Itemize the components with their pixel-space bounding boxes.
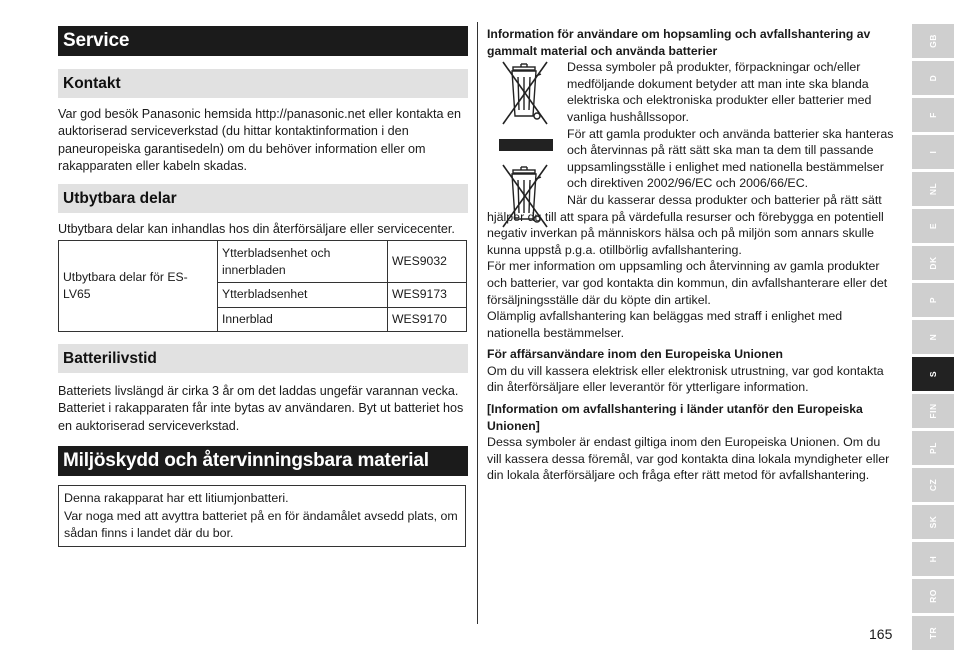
language-tab-label: TR <box>928 626 938 640</box>
language-tab-s[interactable] <box>912 357 954 391</box>
environment-heading: Miljöskydd och återvinningsbara material <box>58 446 468 476</box>
weee-para-1: Dessa symboler på produkter, förpackningar och/eller medföljande dokument betyder att man inte ska blanda elektriska och elektroniska produkter eller batterier med vanliga hushållssopor. <box>567 60 872 124</box>
weee-para-2: För att gamla produkter och använda batterier ska hanteras och återvinnas på rätt sätt ska man ta dem till passande uppsamlingsställe i enlighet med nationella bestämmelser och direktiven 2002/96/EC och 2006/66/EC. <box>567 126 894 191</box>
language-tab-sk[interactable] <box>912 505 954 539</box>
non-eu-heading: [Information om avfallshantering i länder utanför den Europeiska Unionen] <box>487 402 863 433</box>
part-code: WES9170 <box>388 307 467 331</box>
bin-underline-bar <box>499 139 553 151</box>
part-item: Ytterbladsenhet <box>218 283 388 307</box>
battery-text: Batteriets livslängd är cirka 3 år om det laddas ungefär varannan vecka. Batteriet i rakapparaten får inte bytas av användaren. Byt ut batteriet hos en auktoriserad serviceverkstad. <box>58 384 464 433</box>
language-tab-label: E <box>928 222 938 230</box>
language-tab-tr[interactable] <box>912 616 954 650</box>
language-tab-label: RO <box>928 589 938 603</box>
kontakt-text: Var god besök Panasonic hemsida http://panasonic.net eller kontakta en auktoriserad serviceverkstad (du hittar kontaktinformation i den paneuropeiska garantisedeln) om du behöver information eller om rakapparaten eller kabeln skadas. <box>58 107 462 174</box>
language-tab-dk[interactable] <box>912 246 954 280</box>
language-tabs <box>912 24 954 653</box>
language-tab-label: S <box>928 370 938 378</box>
parts-table <box>58 240 467 332</box>
weee-para-3: När du kasserar dessa produkter och batterier på rätt sätt hjälper du till att spara på värdefulla resurser och förebygga en potentiell negativ inverkan på människors hälsa och på miljön som annars skulle kunna uppstå p.g.a. otillbörlig avfallshantering. <box>487 192 884 257</box>
parts-heading: Utbytbara delar <box>58 184 468 213</box>
environment-box <box>58 485 466 547</box>
language-tab-e[interactable] <box>912 209 954 243</box>
language-tab-label: NL <box>928 182 938 196</box>
left-column <box>58 26 468 547</box>
language-tab-label: H <box>928 555 938 563</box>
language-tab-i[interactable] <box>912 135 954 169</box>
language-tab-n[interactable] <box>912 320 954 354</box>
crossed-out-wheelie-bin-icon <box>495 161 557 233</box>
weee-para-5: Olämplig avfallshantering kan beläggas med straff i enlighet med nationella bestämmelser. <box>487 309 843 340</box>
language-tab-label: D <box>928 74 938 82</box>
part-item: Innerblad <box>218 307 388 331</box>
language-tab-cz[interactable] <box>912 468 954 502</box>
language-tab-label: P <box>928 296 938 304</box>
part-item: Ytterbladsenhet och innerbladen <box>218 241 388 283</box>
env-line-2: Var noga med att avyttra batteriet på en för ändamålet avsedd plats, om sådan finns i landet där du bor. <box>64 508 458 541</box>
language-tab-label: F <box>928 112 938 118</box>
weee-icons <box>495 58 557 238</box>
language-tab-label: DK <box>928 256 938 270</box>
parts-row-header: Utbytbara delar för ES-LV65 <box>59 241 218 332</box>
battery-heading: Batterilivstid <box>58 344 468 373</box>
kontakt-heading: Kontakt <box>58 69 468 98</box>
language-tab-pl[interactable] <box>912 431 954 465</box>
part-code: WES9032 <box>388 241 467 283</box>
table-row <box>59 241 467 283</box>
language-tab-label: I <box>928 150 938 154</box>
part-code: WES9173 <box>388 283 467 307</box>
service-heading: Service <box>58 26 468 56</box>
parts-text: Utbytbara delar kan inhandlas hos din återförsäljare eller servicecenter. <box>58 221 455 236</box>
language-tab-label: SK <box>928 515 938 529</box>
language-tab-label: FIN <box>928 403 938 419</box>
language-tab-label: PL <box>928 442 938 454</box>
business-para: Om du vill kassera elektrisk eller elektronisk utrustning, var god kontakta din återförsäljare eller leverantör för ytterligare information. <box>487 363 884 395</box>
language-tab-label: N <box>928 333 938 341</box>
language-tab-fin[interactable] <box>912 394 954 428</box>
crossed-out-wheelie-bin-icon <box>495 58 557 130</box>
language-tab-gb[interactable] <box>912 24 954 58</box>
language-tab-label: CZ <box>928 478 938 492</box>
language-tab-h[interactable] <box>912 542 954 576</box>
language-tab-nl[interactable] <box>912 172 954 206</box>
language-tab-label: GB <box>928 34 938 48</box>
language-tab-f[interactable] <box>912 98 954 132</box>
weee-heading: Information för användare om hopsamling och avfallshantering av gammalt material och använda batterier <box>487 27 871 58</box>
language-tab-p[interactable] <box>912 283 954 317</box>
language-tab-ro[interactable] <box>912 579 954 613</box>
env-line-1: Denna rakapparat har ett litiumjonbatteri. <box>64 491 289 506</box>
page-number: 165 <box>869 626 893 642</box>
business-heading: För affärsanvändare inom den Europeiska Unionen <box>487 347 783 362</box>
column-divider <box>477 22 478 624</box>
language-tab-d[interactable] <box>912 61 954 95</box>
weee-para-4: För mer information om uppsamling och återvinning av gamla produkter och batterier, var god kontakta din kommun, din avfallshanterare eller det försäljningsställe där du köpte din artikel. <box>487 259 888 307</box>
non-eu-para: Dessa symboler är endast giltiga inom den Europeiska Unionen. Om du vill kassera dessa föremål, var god kontakta dina lokala myndigheter eller din lokala återförsäljare och fråga efter rätt metod för avfallshantering. <box>487 435 890 483</box>
